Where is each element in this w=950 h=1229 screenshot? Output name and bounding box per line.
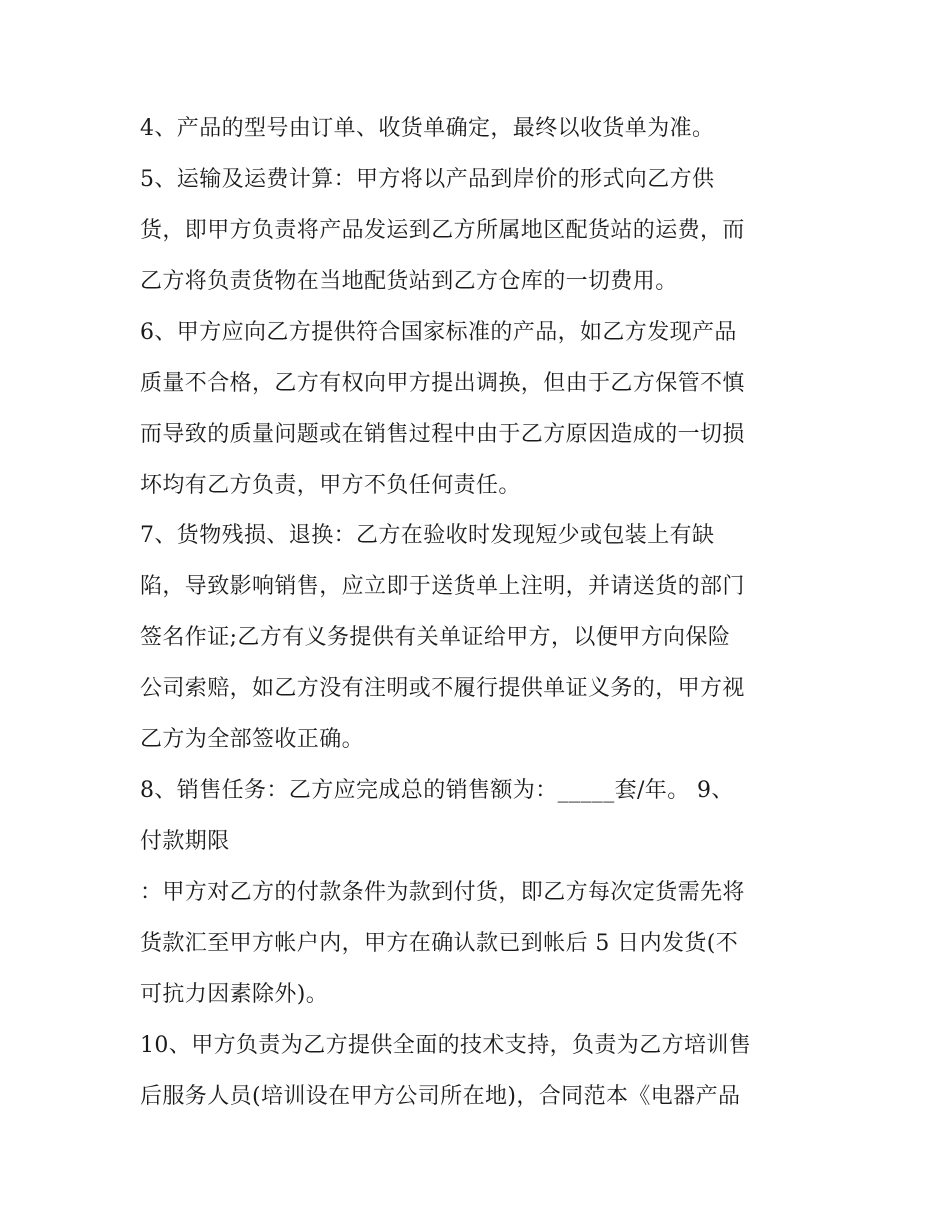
text-line: 乙方为全部签收正确。 — [140, 727, 365, 752]
text-line: 10、甲方负责为乙方提供全面的技术支持，负责为乙方培训售 — [140, 1033, 752, 1058]
text-line: 陷，导致影响销售，应立即于送货单上注明，并请送货的部门 — [140, 574, 745, 599]
text-line: 而导致的质量问题或在销售过程中由于乙方原因造成的一切损 — [140, 422, 745, 447]
text-line: 乙方将负责货物在当地配货站到乙方仓库的一切费用。 — [140, 269, 678, 294]
text-line: 质量不合格，乙方有权向甲方提出调换，但由于乙方保管不慎 — [140, 371, 745, 396]
text-line: 7、货物残损、退换：乙方在验收时发现短少或包装上有缺 — [140, 523, 715, 548]
text-line: 公司索赔，如乙方没有注明或不履行提供单证义务的，甲方视 — [140, 676, 745, 701]
text-line: 货款汇至甲方帐户内，甲方在确认款已到帐后 5 日内发货(不 — [140, 931, 739, 956]
text-line: 8、销售任务：乙方应完成总的销售额为：_____套/年。 9、 — [140, 778, 734, 803]
text-line: 5、运输及运费计算：甲方将以产品到岸价的形式向乙方供 — [140, 167, 715, 192]
text-line: 可抗力因素除外)。 — [140, 982, 329, 1007]
text-line: 后服务人员(培训设在甲方公司所在地)，合同范本《电器产品 — [140, 1084, 741, 1109]
text-line: 4、产品的型号由订单、收货单确定，最终以收货单为准。 — [140, 116, 715, 141]
text-line: 签名作证;乙方有义务提供有关单证给甲方，以便甲方向保险 — [140, 625, 731, 650]
text-line: 付款期限 — [140, 829, 230, 854]
text-line: ：甲方对乙方的付款条件为款到付货，即乙方每次定货需先将 — [140, 880, 745, 905]
text-line: 货，即甲方负责将产品发运到乙方所属地区配货站的运费，而 — [140, 218, 745, 243]
text-line: 坏均有乙方负责，甲方不负任何责任。 — [140, 473, 521, 498]
text-line: 6、甲方应向乙方提供符合国家标准的产品，如乙方发现产品 — [140, 320, 737, 345]
